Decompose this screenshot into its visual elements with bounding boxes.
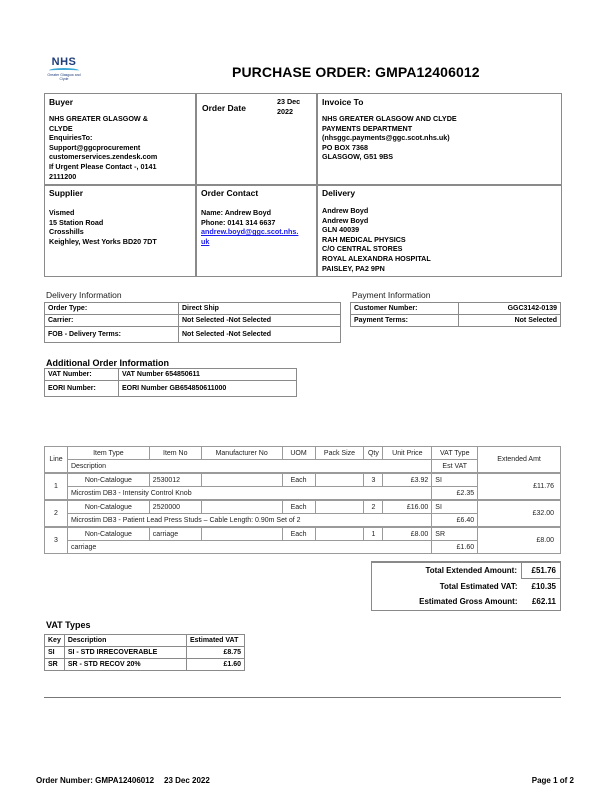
buyer-box (44, 93, 196, 185)
vat-type: SR (432, 527, 478, 541)
col-line: Line (45, 447, 68, 474)
info-label: Customer Number: (351, 303, 459, 315)
delivery-line: PAISLEY, PA2 9PN (322, 263, 385, 273)
supplier-line: 15 Station Road (49, 217, 104, 227)
description: carriage (67, 541, 431, 554)
invoice-line: (nhsggc.payments@ggc.scot.nhs.uk) (322, 133, 450, 143)
line-items-table (44, 446, 561, 554)
table-row (45, 659, 245, 671)
buyer-line: Support@ggcprocurement (49, 142, 141, 152)
order-date-line: 23 Dec (277, 97, 301, 106)
footer-page-number: Page 1 of 2 (531, 776, 574, 785)
info-value: Not Selected -Not Selected (179, 315, 341, 327)
unit-price: £3.92 (383, 473, 432, 487)
delivery-line: C/O CENTRAL STORES (322, 244, 403, 254)
item-no: carriage (149, 527, 201, 541)
col-est-vat: Est VAT (432, 460, 478, 474)
col-estimated-vat: Estimated VAT (187, 635, 245, 647)
contact-email-link[interactable] (201, 227, 298, 246)
total-row (372, 563, 560, 579)
footer-order-number: Order Number: GMPA12406012 (36, 776, 155, 785)
order-contact-label: Order Contact (201, 188, 259, 198)
order-date-value (277, 97, 300, 116)
table-row (45, 369, 297, 381)
gross-amount-value: £62.11 (531, 597, 556, 606)
uom: Each (282, 473, 315, 487)
manufacturer-no (201, 527, 282, 541)
delivery-line: RAH MEDICAL PHYSICS (322, 234, 406, 244)
total-row (372, 579, 560, 595)
table-row (45, 647, 245, 659)
delivery-line: GLN 40039 (322, 225, 360, 235)
info-value: EORI Number GB654850611000 (119, 381, 297, 397)
vat-amount: £8.75 (187, 647, 245, 659)
table-row (45, 303, 341, 315)
table-row (45, 381, 297, 397)
info-label: Payment Terms: (351, 315, 459, 327)
totals-box (371, 561, 561, 611)
invoice-line: NHS GREATER GLASGOW AND CLYDE (322, 114, 457, 123)
col-uom: UOM (282, 447, 315, 460)
est-vat: £1.60 (432, 541, 478, 554)
uom: Each (282, 500, 315, 514)
info-value: Not Selected (459, 315, 561, 327)
delivery-address (322, 206, 557, 273)
total-row (372, 594, 560, 609)
table-row (45, 527, 561, 541)
delivery-label: Delivery (322, 188, 356, 198)
order-date-line: 2022 (277, 106, 293, 116)
col-qty: Qty (364, 447, 383, 460)
delivery-line: ROYAL ALEXANDRA HOSPITAL (322, 253, 431, 263)
additional-info-table (44, 368, 297, 397)
line-number: 3 (45, 527, 68, 554)
email-part: andrew.boyd@ggc.scot.nhs. (201, 227, 299, 237)
supplier-box (44, 185, 196, 277)
order-date-label: Order Date (202, 103, 246, 113)
info-value: Direct Ship (179, 303, 341, 315)
supplier-line: Keighley, West Yorks BD20 7DT (49, 236, 157, 246)
buyer-line: EnquiriesTo: (49, 133, 93, 143)
invoice-line: PAYMENTS DEPARTMENT (322, 123, 413, 133)
qty: 1 (364, 527, 383, 541)
supplier-line: Vismed (49, 208, 75, 217)
col-description: Description (67, 460, 431, 474)
payment-info-table (350, 302, 561, 327)
table-row (351, 303, 561, 315)
manufacturer-no (201, 500, 282, 514)
supplier-line: Crosshills (49, 227, 84, 237)
unit-price: £16.00 (383, 500, 432, 514)
description: Microstim DB3 - Intensity Control Knob (67, 487, 431, 501)
est-vat: £6.40 (432, 514, 478, 528)
delivery-info-table (44, 302, 341, 343)
extended-amt: £8.00 (478, 527, 561, 554)
footer-divider (44, 697, 561, 698)
vat-amount: £1.60 (187, 659, 245, 671)
vat-type: SI (432, 500, 478, 514)
info-label: Carrier: (45, 315, 179, 327)
buyer-line: NHS GREATER GLASGOW & (49, 114, 148, 123)
extended-amt: £11.76 (478, 473, 561, 500)
info-label: Order Type: (45, 303, 179, 315)
additional-info-title: Additional Order Information (46, 358, 169, 368)
delivery-info-title: Delivery Information (46, 290, 122, 300)
vat-types-title: VAT Types (46, 620, 91, 630)
header-row (45, 635, 245, 647)
table-row (45, 315, 341, 327)
line-number: 1 (45, 473, 68, 500)
footer-date: 23 Dec 2022 (164, 776, 210, 785)
pack-size (315, 473, 364, 487)
buyer-label: Buyer (49, 97, 74, 107)
invoice-line: PO BOX 7368 (322, 142, 368, 152)
total-extended-label: Total Extended Amount: (425, 566, 517, 576)
col-item-no: Item No (149, 447, 201, 460)
delivery-line: Andrew Boyd (322, 215, 369, 225)
page-title: PURCHASE ORDER: GMPA12406012 (232, 64, 480, 80)
vat-types-table (44, 634, 245, 671)
vat-description: SR - STD RECOV 20% (64, 659, 186, 671)
pack-size (315, 500, 364, 514)
qty: 2 (364, 500, 383, 514)
extended-amt: £32.00 (478, 500, 561, 527)
contact-name: Name: Andrew Boyd (201, 208, 272, 217)
delivery-line: Andrew Boyd (322, 206, 369, 215)
supplier-label: Supplier (49, 188, 84, 198)
unit-price: £8.00 (383, 527, 432, 541)
col-unit-price: Unit Price (383, 447, 432, 460)
qty: 3 (364, 473, 383, 487)
col-description: Description (64, 635, 186, 647)
buyer-line: If Urgent Please Contact -, 0141 (49, 161, 157, 171)
info-label: VAT Number: (45, 369, 119, 381)
col-key: Key (45, 635, 65, 647)
order-contact-box (196, 185, 317, 277)
col-manufacturer-no: Manufacturer No (201, 447, 282, 460)
total-vat-label: Total Estimated VAT: (439, 581, 518, 591)
table-row (45, 327, 341, 343)
item-type: Non-Catalogue (67, 500, 149, 514)
pack-size (315, 527, 364, 541)
col-vat-type: VAT Type (432, 447, 478, 460)
buyer-line: customerservices.zendesk.com (49, 152, 158, 162)
order-contact-details (201, 208, 312, 246)
col-item-type: Item Type (67, 447, 149, 460)
buyer-line: 2111200 (49, 171, 77, 181)
nhs-logo (44, 56, 84, 84)
total-vat-value: £10.35 (531, 582, 556, 591)
uom: Each (282, 527, 315, 541)
col-pack-size: Pack Size (315, 447, 364, 460)
header-row (45, 447, 561, 460)
table-row (351, 315, 561, 327)
total-extended-value: £51.76 (522, 563, 561, 579)
item-no: 2520000 (149, 500, 201, 514)
logo-subtext: Greater Glasgow and Clyde (47, 73, 81, 81)
info-label: EORI Number: (45, 381, 119, 397)
info-value: GGC3142-0139 (459, 303, 561, 315)
payment-info-title: Payment Information (352, 290, 431, 300)
table-row (45, 500, 561, 514)
supplier-address (49, 208, 191, 246)
invoice-line: GLASGOW, G51 9BS (322, 152, 394, 162)
info-value: VAT Number 654850611 (119, 369, 297, 381)
buyer-line: CLYDE (49, 123, 73, 133)
item-no: 2530012 (149, 473, 201, 487)
item-type: Non-Catalogue (67, 527, 149, 541)
gross-amount-label: Estimated Gross Amount: (419, 597, 518, 606)
vat-description: SI - STD IRRECOVERABLE (64, 647, 186, 659)
line-number: 2 (45, 500, 68, 527)
vat-key: SI (45, 647, 65, 659)
info-label: FOB - Delivery Terms: (45, 327, 179, 343)
item-type: Non-Catalogue (67, 473, 149, 487)
invoice-to-box (317, 93, 562, 185)
order-date-box (196, 93, 317, 185)
buyer-address (49, 114, 191, 181)
info-value: Not Selected -Not Selected (179, 327, 341, 343)
contact-phone: Phone: 0141 314 6637 (201, 217, 276, 227)
est-vat: £2.35 (432, 487, 478, 501)
manufacturer-no (201, 473, 282, 487)
vat-type: SI (432, 473, 478, 487)
delivery-box (317, 185, 562, 277)
col-extended-amt: Extended Amt (478, 447, 561, 474)
table-row (45, 473, 561, 487)
invoice-to-label: Invoice To (322, 97, 364, 107)
description: Microstim DB3 - Patient Lead Press Studs – Cable Length: 0.90m Set of 2 (67, 514, 431, 528)
email-part: uk (201, 236, 210, 246)
logo-text: NHS (51, 56, 77, 68)
vat-key: SR (45, 659, 65, 671)
totals-table (372, 563, 560, 609)
invoice-to-address (322, 114, 557, 162)
